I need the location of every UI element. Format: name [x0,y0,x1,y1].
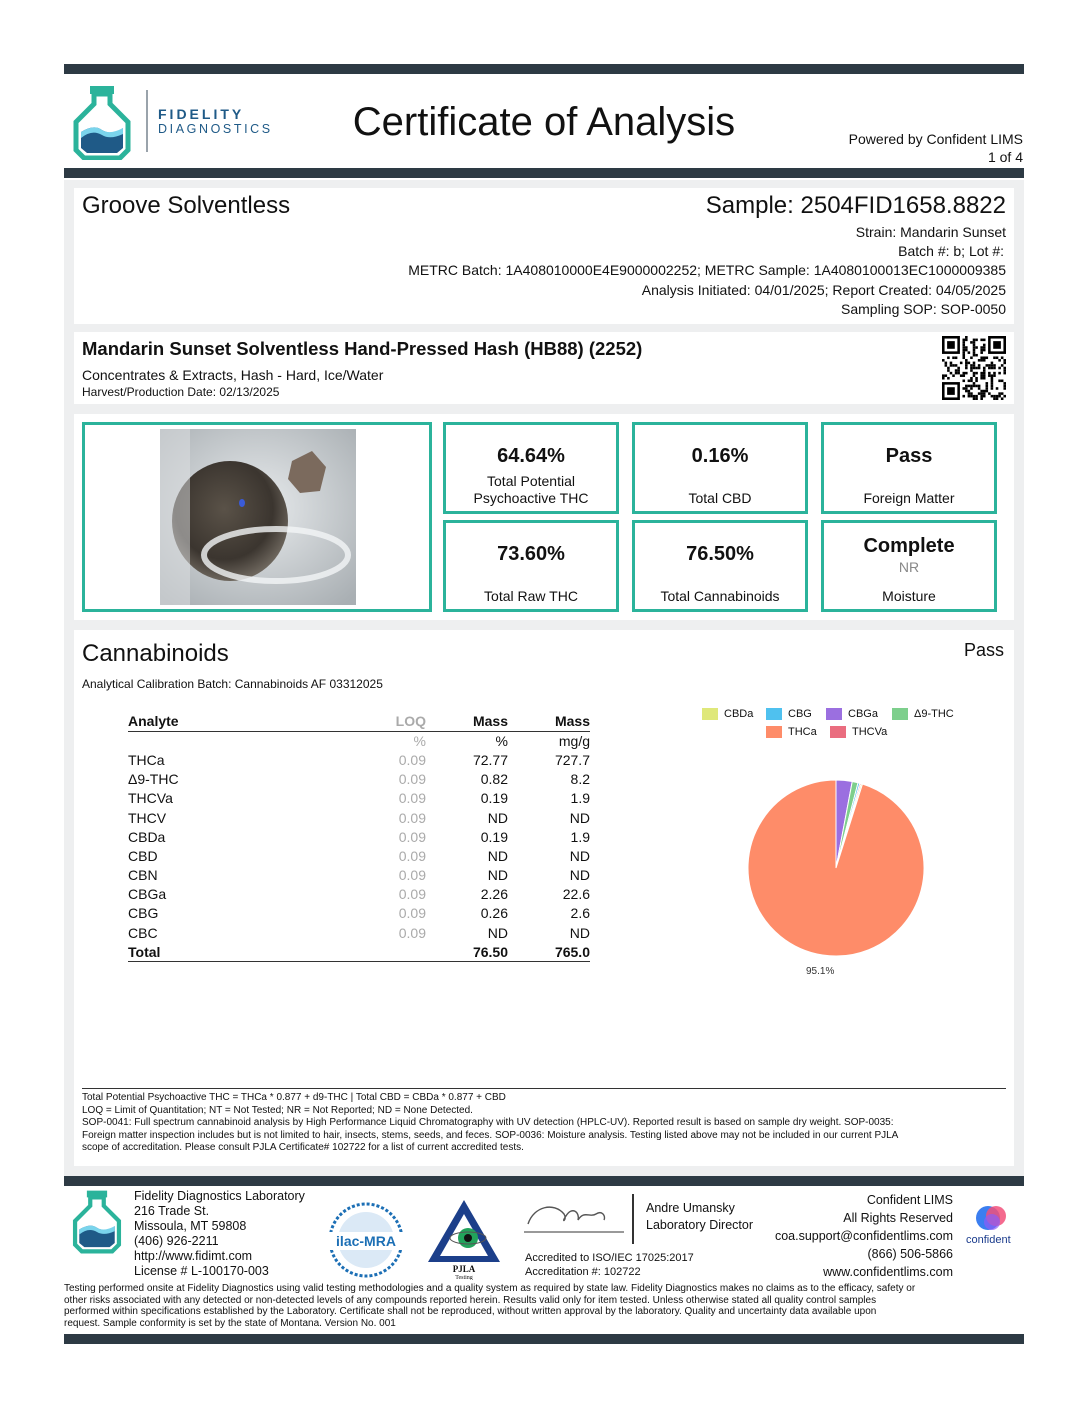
table-row [128,827,590,846]
col-header: Mass [426,712,508,731]
table-row [128,866,590,885]
top-bar [64,64,1024,74]
signature-divider [632,1194,634,1244]
ilac-mra-logo-icon [326,1200,406,1280]
analyte-name: CBGa [128,886,167,903]
calibration-batch: Analytical Calibration Batch: Cannabinoids AF 03312025 [82,677,383,691]
table-cell: 0.19 [480,828,508,845]
legend-label: CBG [788,708,812,720]
confident-logo-text: confident [966,1234,1011,1246]
page-number: 1 of 4 [987,149,1023,165]
analysis-dates: Analysis Initiated: 04/01/2025; Report Created: 04/05/2025 [641,282,1006,298]
legend-swatch [830,726,846,738]
analyte-name: CBC [128,924,158,941]
disclaimer-line: Testing performed onsite at Fidelity Diagnostics using valid testing methodologies and a quality system as required by state law. Fidelity Diagnostics makes no claims as to the efficacy, safety or [64,1283,916,1294]
svg-text:ilac-MRA: ilac-MRA [336,1233,396,1249]
total-cell: 76.50 [426,942,508,961]
col-header: Mass [508,712,590,731]
table-cell: 0.09 [398,771,426,788]
legend-item [702,708,753,720]
cannabinoid-pie-chart [736,770,936,970]
harvest-date: Harvest/Production Date: 02/13/2025 [82,385,280,399]
disclaimer [64,1283,1024,1329]
legend-label: CBGa [848,708,878,720]
legend-item [830,726,887,738]
table-cell: 0.09 [398,809,426,826]
product-photo-frame [82,422,432,612]
table-cell: 0.09 [398,905,426,922]
stat-foreign-matter: Pass Foreign Matter [821,422,997,514]
table-cell: 0.09 [398,790,426,807]
analyte-name: THCVa [128,790,173,807]
unit-cell [128,731,308,750]
total-cell: Total [128,942,308,961]
analyte-name: CBN [128,867,158,884]
logo-text-line1: FIDELITY [158,106,245,122]
page-title: Certificate of Analysis [352,100,736,144]
table-cell: 0.09 [398,886,426,903]
client-panel [74,188,1014,324]
table-cell: 0.19 [480,790,508,807]
unit-cell: % [413,733,426,750]
lab-phone: (406) 926-2211 [134,1234,219,1248]
confident-website[interactable]: www.confidentlims.com [823,1265,953,1279]
table-row [128,750,590,769]
note-line: scope of accreditation. Please consult PJLA Certificate# 102722 for a list of current accredited tests. [82,1142,524,1153]
col-header: LOQ [308,712,426,731]
table-cell: 0.09 [398,847,426,864]
table-cell: 1.9 [570,790,590,807]
lab-name: Fidelity Diagnostics Laboratory [134,1189,305,1203]
sample-id: Sample: 2504FID1658.8822 [705,192,1006,219]
legend-swatch [826,708,842,720]
table-cell: 727.7 [554,751,590,768]
table-cell: ND [569,867,590,884]
table-cell: 8.2 [570,771,590,788]
analyte-name: CBD [128,847,158,864]
metrc-info: METRC Batch: 1A408010000E4E9000002252; METRC Sample: 1A4080100013EC1000009385 [408,262,1006,278]
table-row [128,885,590,904]
total-cell [308,942,426,961]
analyte-name: CBG [128,905,159,922]
table-cell: 72.77 [472,751,508,768]
stat-total-cbd: 0.16% Total CBD [632,422,808,514]
table-units-row [128,731,590,750]
table-cell: 0.26 [480,905,508,922]
footer-top-bar [64,1176,1024,1186]
legend-swatch [702,708,718,720]
accreditation-number: Accreditation #: 102722 [525,1266,641,1278]
legend-label: Δ9-THC [914,708,954,720]
logo-divider [146,90,148,152]
section-title: Cannabinoids [82,640,229,667]
signature-image [524,1196,624,1234]
table-cell: 0.09 [398,751,426,768]
table-header-row [128,712,590,731]
legend-item [766,726,817,738]
table-cell: 2.6 [570,905,590,922]
product-panel [74,332,1014,404]
table-cell: ND [487,867,508,884]
legend-swatch [766,726,782,738]
table-cell: 2.26 [480,886,508,903]
confident-email[interactable]: coa.support@confidentlims.com [774,1229,953,1243]
table-cell: 22.6 [562,886,590,903]
table-row [128,923,590,942]
disclaimer-line: other risks associated with any detected or non-detected levels of any compounds reported herein. Results valid only for item tested. Unless otherwise stated all quality control samples [64,1294,877,1306]
confident-phone: (866) 506-5866 [867,1247,953,1261]
disclaimer-line: request. Sample conformity is set by the state of Montana. Version No. 001 [64,1317,396,1329]
pjla-logo-icon [424,1196,504,1280]
stat-label-line2: Psychoactive THC [473,490,589,506]
total-cell: 765.0 [508,942,590,961]
flask-logo-icon [70,84,134,160]
table-total-row [128,942,590,961]
legend-item [826,708,878,720]
product-photo [160,429,356,605]
header-bottom-bar [64,168,1024,178]
analyte-name: CBDa [128,828,166,845]
analyte-name: Δ9-THC [128,771,179,788]
unit-cell: % [495,733,508,750]
signer-name: Andre Umansky [646,1201,735,1215]
table-row [128,904,590,923]
table-row [128,770,590,789]
table-row [128,808,590,827]
svg-text:PJLA: PJLA [452,1264,476,1274]
confident-logo-icon [972,1202,1012,1234]
logo-text-line2: DIAGNOSTICS [158,122,273,136]
product-category: Concentrates & Extracts, Hash - Hard, Ice/Water [82,367,384,383]
signer-title: Laboratory Director [646,1218,753,1232]
qr-code-icon [942,336,1006,400]
analyte-name: THCV [128,809,167,826]
table-cell: 0.09 [398,828,426,845]
table-cell: 0.82 [480,771,508,788]
table-cell: ND [569,924,590,941]
table-cell: ND [569,809,590,826]
lab-street: 216 Trade St. [134,1204,210,1218]
stat-total-raw-thc: 73.60% Total Raw THC [443,520,619,612]
product-name: Mandarin Sunset Solventless Hand-Pressed Hash (HB88) (2252) [82,338,643,359]
unit-cell: mg/g [558,733,590,750]
note-line: SOP-0041: Full spectrum cannabinoid analysis by High Performance Liquid Chromatography with UV detection (HPLC-UV). Reported result is based on sample dry weight. SOP-0035: [82,1117,894,1128]
bottom-bar [64,1334,1024,1344]
strain: Strain: Mandarin Sunset [855,224,1006,240]
table-cell: ND [487,847,508,864]
svg-text:Testing: Testing [455,1275,473,1280]
stat-moisture: Complete NR Moisture [821,520,997,612]
client-name: Groove Solventless [82,192,291,219]
legend-swatch [892,708,908,720]
pie-data-label: 95.1% [806,966,835,977]
stat-total-thc: 64.64% Total Potential Psychoactive THC [443,422,619,514]
iso-accreditation: Accredited to ISO/IEC 17025:2017 [525,1252,694,1264]
note-line: Foreign matter inspection includes but is not limited to hair, insects, stems, seeds, and feces. SOP-0036: Moisture analysis. Testing listed above may not be included in our current PJLA [82,1129,899,1141]
legend-item [766,708,812,720]
analyte-name: THCa [128,751,165,768]
cannabinoid-table [128,712,590,962]
lab-license: License # L-100170-003 [134,1264,269,1278]
method-notes [82,1092,1006,1155]
table-cell: ND [569,847,590,864]
footer-flask-logo-icon [70,1188,124,1254]
table-cell: 0.09 [398,924,426,941]
table-cell: 0.09 [398,867,426,884]
powered-by: Powered by Confident LIMS [848,131,1023,147]
table-cell: 1.9 [570,828,590,845]
confident-name: Confident LIMS [866,1193,953,1207]
table-row [128,846,590,865]
table-cell: ND [487,924,508,941]
confident-contact [775,1191,953,1281]
table-cell: ND [487,809,508,826]
legend-swatch [766,708,782,720]
sampling-sop: Sampling SOP: SOP-0050 [841,301,1006,317]
confident-rights: All Rights Reserved [843,1211,953,1225]
summary-panel [74,414,1014,620]
col-header: Analyte [128,712,308,731]
batch-lot: Batch #: b; Lot #: [898,243,1004,259]
notes-divider [82,1088,1006,1089]
legend-label: THCa [788,726,817,738]
table-row [128,789,590,808]
pie-slice-thca [748,780,924,956]
legend-label: CBDa [724,708,754,720]
lab-address [134,1189,305,1279]
note-line: Total Potential Psychoactive THC = THCa * 0.877 + d9-THC | Total CBD = CBDa * 0.877 + CBD [82,1092,506,1103]
lab-city: Missoula, MT 59808 [134,1219,247,1233]
note-line: LOQ = Limit of Quantitation; NT = Not Tested; NR = Not Reported; ND = None Detected. [82,1104,473,1116]
lab-website: http://www.fidimt.com [134,1249,253,1263]
legend-label: THCVa [852,726,888,738]
section-result: Pass [963,640,1004,660]
legend-item [892,708,954,720]
disclaimer-line: performed within specifications established by the Laboratory. Certificate shall not be reproduced, without written approval by the laboratory. Quality and uncertainty data available upon [64,1306,877,1317]
stat-total-cannabinoids: 76.50% Total Cannabinoids [632,520,808,612]
stat-label: Total Potential [487,473,575,489]
